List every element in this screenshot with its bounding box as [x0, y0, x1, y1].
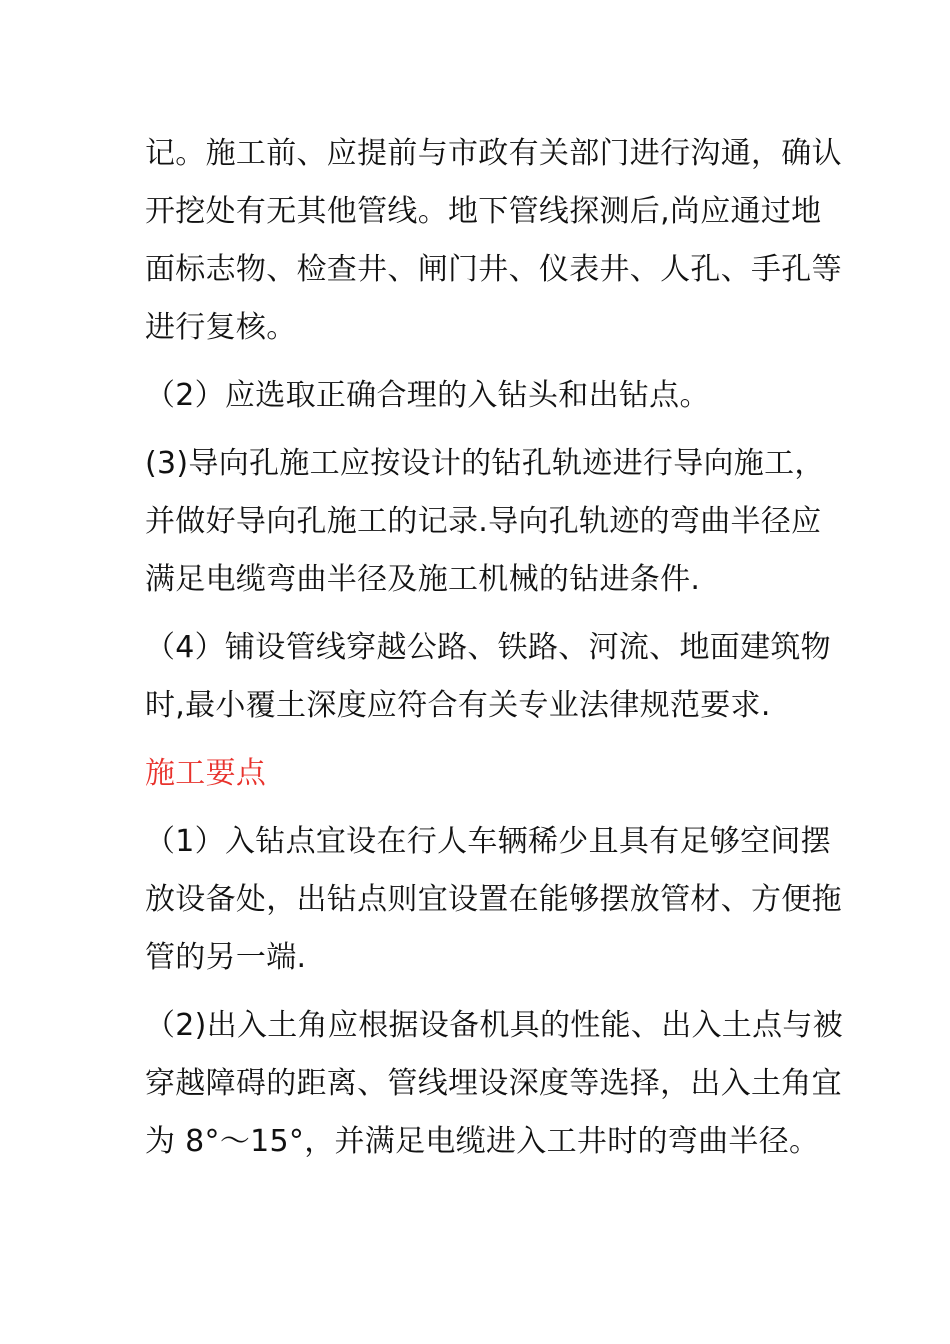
- text-line: 放设备处，出钻点则宜设置在能够摆放管材、方便拖: [145, 882, 842, 917]
- paragraph-point-1: [145, 813, 842, 987]
- paragraph-item-2: [145, 367, 810, 425]
- text-line: 为 8°～15°，并满足电缆进入工井时的弯曲半径。: [145, 1124, 820, 1159]
- text-line: 满足电缆弯曲半径及施工机械的钻进条件.: [145, 562, 701, 597]
- text-line: （2)出入土角应根据设备机具的性能、出入土点与被: [145, 1008, 843, 1043]
- text-line: （1）入钻点宜设在行人车辆稀少且具有足够空间摆: [145, 824, 831, 859]
- text-line: 记。施工前、应提前与市政有关部门进行沟通，确认: [145, 136, 842, 171]
- section-heading-text: 施工要点: [145, 756, 267, 791]
- text-line: 开挖处有无其他管线。地下管线探测后,尚应通过地: [145, 194, 822, 229]
- text-line: 并做好导向孔施工的记录.导向孔轨迹的弯曲半径应: [145, 504, 822, 539]
- paragraph-item-3: [145, 435, 825, 609]
- paragraph-point-2: [145, 997, 843, 1171]
- text-line: 穿越障碍的距离、管线埋设深度等选择，出入土角宜: [145, 1066, 842, 1101]
- text-line: 进行复核。: [145, 310, 297, 345]
- text-line: （4）铺设管线穿越公路、铁路、河流、地面建筑物: [145, 630, 831, 665]
- text-line: 时,最小覆土深度应符合有关专业法律规范要求.: [145, 688, 771, 723]
- text-line: 面标志物、检查井、闸门井、仪表井、人孔、手孔等: [145, 252, 842, 287]
- text-line: （2）应选取正确合理的入钻头和出钻点。: [145, 378, 710, 413]
- text-line: (3)导向孔施工应按设计的钻孔轨迹进行导向施工，: [145, 446, 825, 481]
- paragraph-survey-verification: [145, 125, 842, 357]
- section-heading: [145, 745, 810, 803]
- paragraph-item-4: [145, 619, 831, 735]
- document-body: [145, 125, 843, 1171]
- text-line: 管的另一端.: [145, 940, 307, 975]
